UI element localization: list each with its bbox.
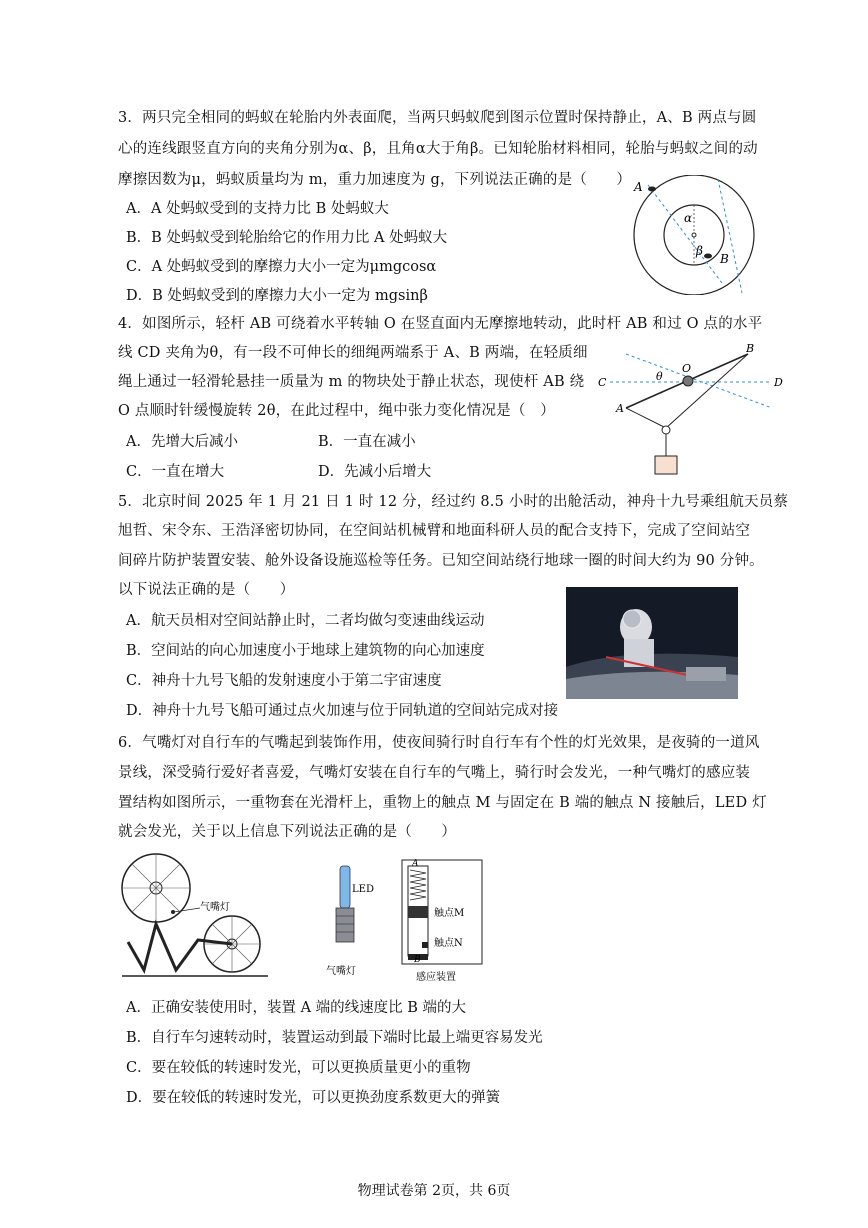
q5-option-b: B．空间站的向心加速度小于地球上建筑物的向心加速度 [126,643,485,659]
q4-stem-line-3: 绳上通过一轻滑轮悬挂一质量为 m 的物块处于静止状态，现使杆 AB 绕 [118,374,585,390]
q6-stem-line-1: 6．气嘴灯对自行车的气嘴起到装饰作用，使夜间骑行时自行车有个性的灯光效果，是夜骑的一道风 [118,735,760,751]
q5-stem-line-4: 以下说法正确的是（ ） [118,582,295,598]
q6-stem-line-2: 景线，深受骑行爱好者喜爱，气嘴灯安装在自行车的气嘴上，骑行时会发光，一种气嘴灯的感应装 [118,765,751,781]
q3-option-d: D．B 处蚂蚁受到的摩擦力大小一定为 mgsinβ [126,288,428,304]
q5-stem-line-1: 5．北京时间 2025 年 1 月 21 日 1 时 12 分，经过约 8.5 小时的出舱活动，神舟十九号乘组航天员蔡 [118,494,789,510]
q3-label-beta: β [696,244,703,258]
q3-label-alpha: α [684,211,693,225]
q4-block [655,456,677,474]
sensor-label-a: A [412,859,419,869]
q5-option-d: D．神舟十九号飞船可通过点火加速与位于同轨道的空间站完成对接 [126,703,559,719]
q6-option-d: D．要在较低的转速时发光，可以更换劲度系数更大的弹簧 [126,1090,501,1106]
q4-stem-line-2: 线 CD 夹角为θ，有一段不可伸长的细绳两端系于 A、B 两端，在轻质细 [118,345,588,361]
q4-label-o: O [682,362,692,375]
q3-option-b: B．B 处蚂蚁受到轮胎给它的作用力比 A 处蚂蚁大 [126,230,448,246]
q4-label-b: B [746,342,755,355]
q3-stem-line-1: 3．两只完全相同的蚂蚁在轮胎内外表面爬，当两只蚂蚁爬到图示位置时保持静止，A、B 两点与圆 [118,110,757,126]
q4-label-theta: θ [656,370,663,383]
q4-label-a: A [616,402,624,415]
sensor-label: 感应装置 [416,972,456,983]
q4-label-d: D [774,376,783,389]
astronaut-photo [566,587,738,699]
contact-m-label: 触点M [434,908,465,919]
valve-light-label: 气嘴灯 [326,966,356,977]
led-icon [340,866,350,908]
sensor-label-b: B [414,955,421,965]
q3-stem-line-2: 心的连线跟竖直方向的夹角分别为α、β，且角α大于角β。已知轮胎材料相同，轮胎与蚂蚁之间的动 [118,141,758,157]
bicycle-figure [118,852,268,982]
q5-stem-line-2: 旭哲、宋令东、王浩泽密切协同，在空间站机械臂和地面科研人员的配合支持下，完成了空间站空 [118,523,751,539]
q6-option-a: A．正确安装使用时，装置 A 端的线速度比 B 端的大 [126,1000,467,1016]
q4-option-b: B．一直在减小 [318,434,416,450]
q3-label-b: B [720,252,729,266]
q4-label-c: C [598,376,607,389]
q3-label-a: A [634,180,643,194]
q5-stem-line-3: 间碎片防护装置安装、舱外设备设施巡检等任务。已知空间站绕行地球一圈的时间大约为 90 分钟。 [118,553,764,569]
ant-a-icon [648,187,656,192]
q5-option-a: A．航天员相对空间站静止时，二者均做匀变速曲线运动 [126,613,485,629]
q6-stem-line-3: 置结构如图所示，一重物套在光滑杆上，重物上的触点 M 与固定在 B 端的触点 N 接触后，LED 灯 [118,795,767,811]
valve-light-sensor-figure [322,858,492,984]
q3-option-a: A．A 处蚂蚁受到的支持力比 B 处蚂蚁大 [126,201,389,217]
q4-option-c: C．一直在增大 [126,464,225,480]
bike-valve-light-label: 气嘴灯 [200,902,230,913]
q4-lever-figure [596,340,786,480]
q4-option-a: A．先增大后减小 [126,434,238,450]
contact-n-label: 触点N [434,938,463,949]
q4-stem-line-1: 4．如图所示，轻杆 AB 可绕着水平转轴 O 在竖直面内无摩擦地转动，此时杆 AB 和过 O 点的水平 [118,316,763,332]
q3-option-c: C．A 处蚂蚁受到的摩擦力大小一定为μmgcosα [126,259,437,275]
q5-option-c: C．神舟十九号飞船的发射速度小于第二宇宙速度 [126,673,442,689]
ant-b-icon [704,254,712,259]
q3-stem-line-3: 摩擦因数为μ，蚂蚁质量均为 m，重力加速度为 g，下列说法正确的是（ ） [118,172,632,188]
q3-tire-figure [624,175,774,295]
q4-option-d: D．先减小后增大 [318,464,432,480]
q6-option-c: C．要在较低的转速时发光，可以更换质量更小的重物 [126,1060,471,1076]
led-label: LED [352,884,374,895]
q4-stem-line-4: O 点顺时针缓慢旋转 2θ，在此过程中，绳中张力变化情况是（ ） [118,403,555,419]
q6-option-b: B．自行车匀速转动时，装置运动到最下端时比最上端更容易发光 [126,1030,543,1046]
q6-stem-line-4: 就会发光，关于以上信息下列说法正确的是（ ） [118,824,457,840]
page-footer: 物理试卷第 2页，共 6页 [357,1183,511,1199]
